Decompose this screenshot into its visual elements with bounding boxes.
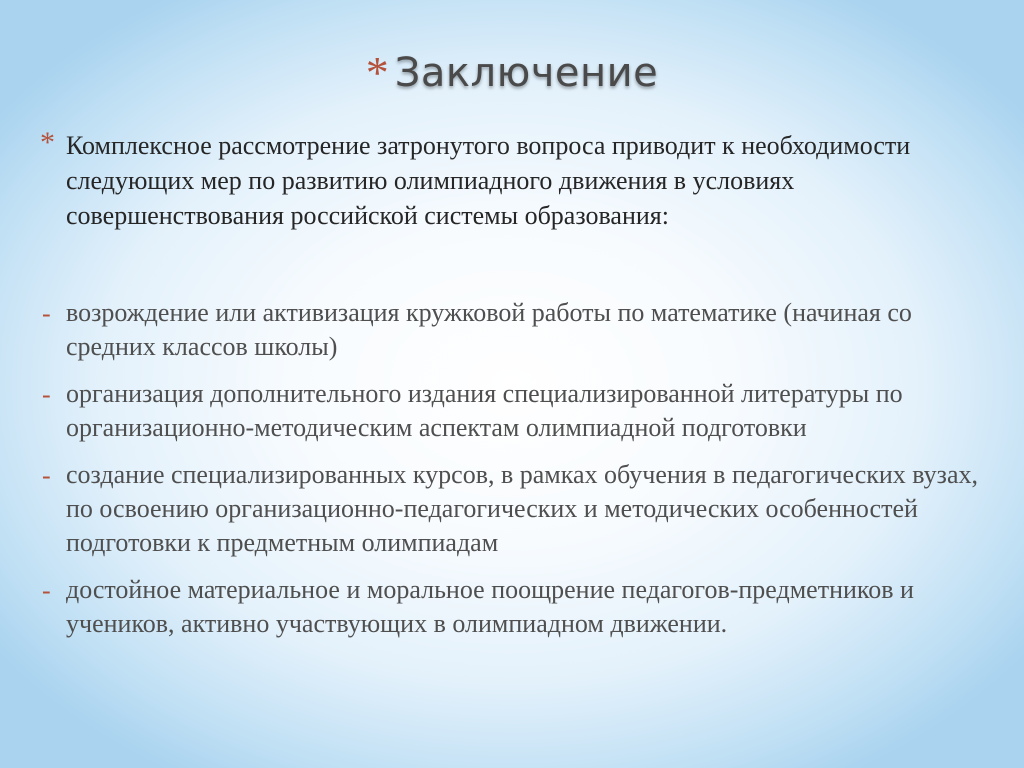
list-item-text: организация дополнительного издания специализированной литературы по организационно-методическим аспектам олимпиадной подготовки <box>66 379 903 442</box>
list-item <box>40 458 1000 560</box>
dash-bullet-icon: - <box>42 299 51 328</box>
title-asterisk-icon: * <box>365 47 389 98</box>
dash-bullet-icon: - <box>42 576 51 605</box>
list-item-text: создание специализированных курсов, в рамках обучения в педагогических вузах, по освоению организационно-педагогических и методических особенностей подготовки к предметным олимпиадам <box>66 460 978 557</box>
list-item <box>40 377 1000 445</box>
list-item-text: достойное материальное и моральное поощрение педагогов-предметников и учеников, активно участвующих в олимпиадном движении. <box>66 575 914 638</box>
list-item <box>40 573 1000 641</box>
list-item-text: возрождение или активизация кружковой работы по математике (начиная со средних классов школы) <box>66 298 912 361</box>
list-item <box>40 296 1000 364</box>
intro-asterisk-icon: * <box>40 126 55 159</box>
intro-paragraph <box>40 128 970 233</box>
slide-title <box>0 47 1024 103</box>
title-text: Заключение <box>394 50 659 96</box>
dash-bullet-icon: - <box>42 461 51 490</box>
intro-text: Комплексное рассмотрение затронутого вопроса приводит к необходимости следующих мер по развитию олимпиадного движения в условиях совершенствования российской системы образования: <box>66 131 911 230</box>
measures-list <box>40 296 1000 654</box>
dash-bullet-icon: - <box>42 380 51 409</box>
